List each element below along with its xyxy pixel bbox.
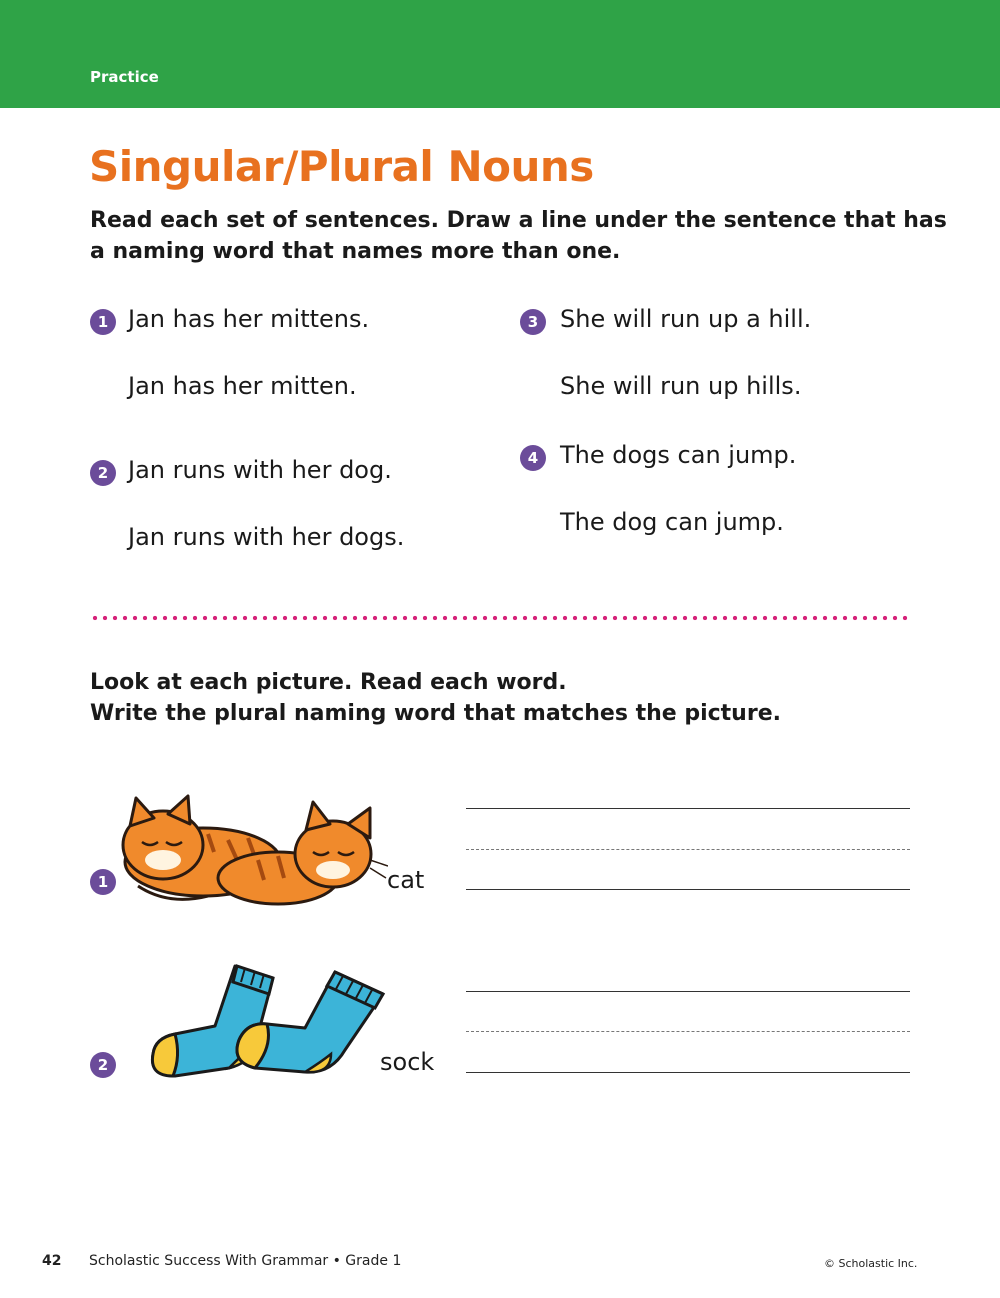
sentence-option[interactable]: She will run up a hill. [560, 305, 812, 333]
instruction-line: Write the plural naming word that matches the picture. [90, 701, 781, 726]
item-number-badge: 4 [520, 445, 546, 471]
part2-instructions [90, 667, 910, 729]
writing-line-top[interactable] [466, 991, 910, 992]
picture-word: cat [387, 866, 425, 894]
writing-line-top[interactable] [466, 808, 910, 809]
writing-line-mid [466, 849, 910, 850]
sentence-option[interactable]: She will run up hills. [560, 372, 802, 400]
sentence-option[interactable]: The dogs can jump. [560, 441, 797, 469]
item-number-badge: 1 [90, 309, 116, 335]
sentence-option[interactable]: Jan has her mitten. [128, 372, 357, 400]
copyright: © Scholastic Inc. [824, 1257, 918, 1270]
part1-instructions [90, 205, 947, 267]
item-number-badge: 2 [90, 1052, 116, 1078]
item-number-badge: 2 [90, 460, 116, 486]
instruction-line: a naming word that names more than one. [90, 239, 621, 264]
sleeping-cats-illustration [108, 790, 388, 910]
sentence-option[interactable]: Jan runs with her dogs. [128, 523, 405, 551]
sentence-option[interactable]: Jan runs with her dog. [128, 456, 392, 484]
item-number-badge: 3 [520, 309, 546, 335]
picture-word: sock [380, 1048, 435, 1076]
socks-illustration [145, 958, 395, 1083]
sentence-option[interactable]: Jan has her mittens. [128, 305, 370, 333]
sentence-option[interactable]: The dog can jump. [560, 508, 784, 536]
page-number: 42 [42, 1253, 62, 1269]
page-title: Singular/Plural Nouns [89, 142, 594, 191]
instruction-line: Look at each picture. Read each word. [90, 670, 567, 695]
writing-line-base[interactable] [466, 889, 910, 890]
header-bar [0, 0, 1000, 108]
dotted-divider [90, 615, 912, 621]
writing-line-mid [466, 1031, 910, 1032]
instruction-line: Read each set of sentences. Draw a line under the sentence that has [90, 208, 947, 233]
book-title: Scholastic Success With Grammar • Grade 1 [89, 1253, 402, 1269]
writing-line-base[interactable] [466, 1072, 910, 1073]
section-label: Practice [90, 68, 159, 86]
item-number-badge: 1 [90, 869, 116, 895]
